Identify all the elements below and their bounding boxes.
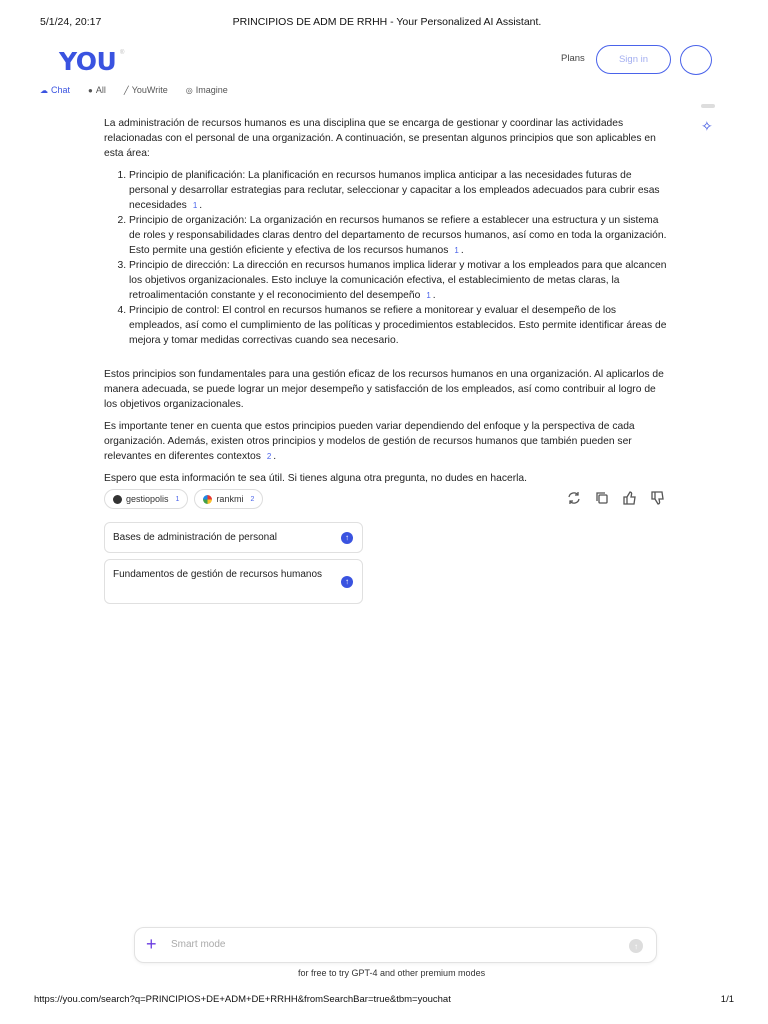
print-footer xyxy=(34,994,734,1008)
print-date: 5/1/24, 20:17 xyxy=(40,16,102,28)
promo-text: for free to try GPT-4 and other premium modes xyxy=(298,968,486,978)
plus-icon[interactable]: + xyxy=(146,934,157,954)
tab-imagine[interactable] xyxy=(186,84,228,96)
source-chip-gestiopolis[interactable] xyxy=(104,489,188,509)
plans-link[interactable]: Plans xyxy=(561,53,585,64)
thumbs-up-icon[interactable] xyxy=(622,490,638,506)
tab-youwrite-label: YouWrite xyxy=(131,85,168,95)
search-tabs xyxy=(40,84,228,96)
print-page-number: 1/1 xyxy=(720,994,734,1005)
thumbs-down-icon[interactable] xyxy=(650,490,666,506)
source-name: gestiopolis xyxy=(126,494,169,504)
smart-mode-input-bar[interactable] xyxy=(134,927,657,963)
print-title: PRINCIPIOS DE ADM DE RRHH - Your Personalized AI Assistant. xyxy=(232,16,542,28)
sign-in-button[interactable]: Sign in xyxy=(596,45,671,74)
tab-chat[interactable] xyxy=(40,84,70,96)
arrow-up-icon: ↑ xyxy=(341,532,353,544)
answer-paragraph: Es importante tener en cuenta que estos principios pueden variar dependiendo del enfoque y la perspectiva de cada organización. Además, existen otros principios y modelos de gestión de recursos humanos que también pueden ser relevantes en diferentes contextos 2 . xyxy=(104,421,635,462)
citation-link[interactable]: 1 xyxy=(454,246,459,255)
profile-button[interactable] xyxy=(680,45,712,75)
chat-icon: ☁ xyxy=(40,85,48,95)
arrow-up-icon: ↑ xyxy=(341,576,353,588)
regenerate-icon[interactable] xyxy=(566,490,582,506)
source-chip-rankmi[interactable] xyxy=(194,489,263,509)
answer-intro: La administración de recursos humanos es una disciplina que se encarga de gestionar y coordinar las actividades relacionadas con el personal de una organización. A continuación, se presentan algunos principios que son aplicables en esta área: xyxy=(104,118,656,159)
send-arrow-icon[interactable]: ↑ xyxy=(629,939,643,953)
list-item: 3. Principio de dirección: La dirección en recursos humanos implica liderar y motivar a los empleados para que alcancen los objetivos organizacionales. Esto incluye la comunicación efectiva, el establecimiento de metas claras, la retroalimentación constante y el reconocimiento del desempeño 1 . xyxy=(129,258,670,303)
citation-link[interactable]: 1 xyxy=(192,201,198,210)
answer-closing: Espero que esta información te sea útil. Si tienes alguna otra pregunta, no dudes en hacerla. xyxy=(104,473,528,484)
source-name: rankmi xyxy=(216,494,244,504)
image-icon: ◎ xyxy=(185,85,193,95)
list-item: 2. Principio de organización: La organización en recursos humanos se refiere a establecer una estructura y un sistema de roles y responsabilidades claras dentro del departamento de recursos humanos, así como en toda la organización. Esto permite una gestión eficiente y efectiva de los recursos humanos 1 . xyxy=(129,213,670,258)
citation-link[interactable]: 2 xyxy=(266,452,272,461)
followup-suggestion[interactable] xyxy=(104,522,363,553)
source-chips xyxy=(104,489,263,509)
search-input-placeholder[interactable]: Smart mode xyxy=(171,939,226,950)
source-number: 1 xyxy=(175,495,180,503)
you-logo[interactable]: YOU xyxy=(59,47,117,76)
tab-all[interactable] xyxy=(88,84,106,96)
pen-icon: ╱ xyxy=(123,85,129,95)
tab-chat-label: Chat xyxy=(51,85,71,95)
answer-paragraph: Estos principios son fundamentales para una gestión eficaz de los recursos humanos en una organización. Al aplicarlos de manera adecuada, se puede lograr un mejor desempeño y satisfacción de los empleados, así como contribuir al logro de los objetivos organizacionales. xyxy=(104,369,664,410)
rankmi-logo-icon xyxy=(203,495,212,504)
answer-actions xyxy=(566,490,666,506)
chat-answer xyxy=(104,116,670,493)
copy-icon[interactable] xyxy=(594,490,610,506)
logo-mark: ® xyxy=(120,50,125,56)
tab-all-label: All xyxy=(95,85,106,95)
scroll-indicator xyxy=(701,104,715,108)
list-item: 4. Principio de control: El control en recursos humanos se refiere a monitorear y evaluar el desempeño de los empleados, así como el cumplimiento de las políticas y procedimientos establecidos. Esto permite identificar áreas de mejora y tomar medidas correctivas cuando sea necesario. xyxy=(129,303,670,348)
gestiopolis-logo-icon xyxy=(113,495,122,504)
tab-youwrite[interactable] xyxy=(124,84,168,96)
citation-link[interactable]: 1 xyxy=(426,291,431,300)
premium-promo xyxy=(270,968,485,978)
list-item: 1. Principio de planificación: La planificación en recursos humanos implica anticipar a las necesidades futuras de personal y desarrollar estrategias para reclutar, seleccionar y capacitar a los empleados adecuados para cubrir esas necesidades 1 . xyxy=(129,168,670,213)
followup-label: Bases de administración de personal xyxy=(113,532,277,543)
principles-list xyxy=(104,168,670,348)
tab-imagine-label: Imagine xyxy=(195,85,228,95)
source-number: 2 xyxy=(250,495,255,503)
followup-suggestion[interactable] xyxy=(104,559,363,604)
globe-icon: ● xyxy=(88,85,93,95)
print-url: https://you.com/search?q=PRINCIPIOS+DE+ADM+DE+RRHH&fromSearchBar=true&tbm=youchat xyxy=(34,994,451,1005)
print-header xyxy=(40,16,734,30)
sparkle-icon[interactable]: ✧ xyxy=(701,118,713,134)
followup-label: Fundamentos de gestión de recursos humanos xyxy=(113,569,323,580)
